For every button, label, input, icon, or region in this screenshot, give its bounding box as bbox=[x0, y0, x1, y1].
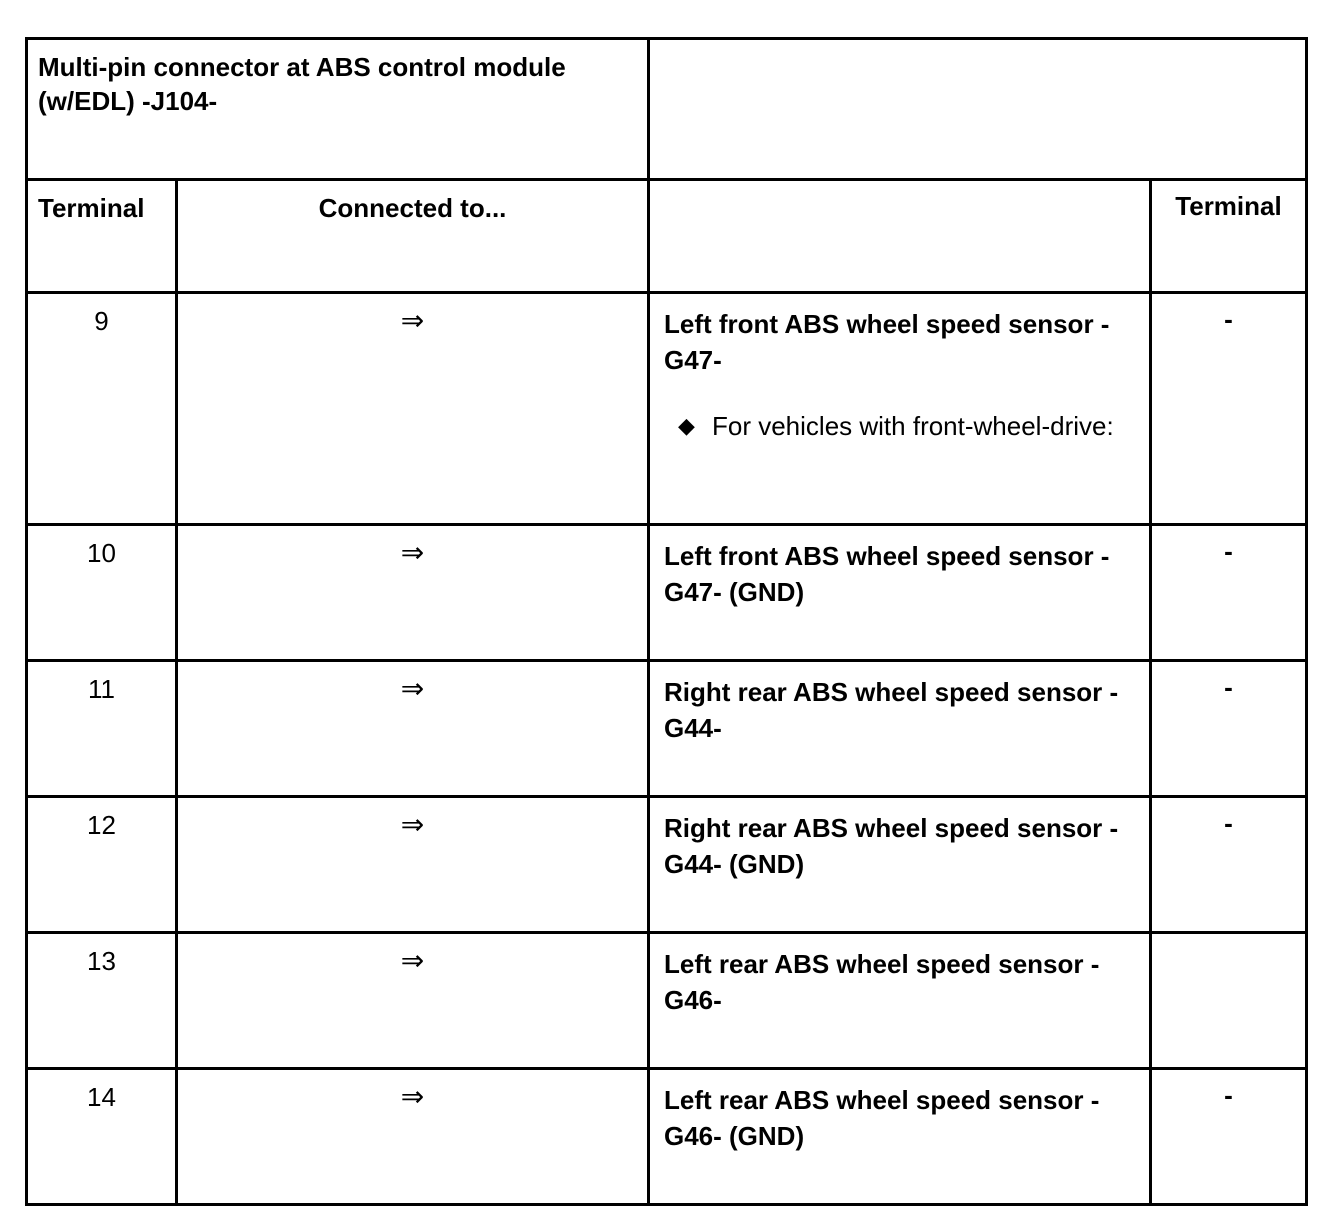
terminal-right-value: - bbox=[1151, 1069, 1307, 1205]
terminal-right-value bbox=[1151, 933, 1307, 1069]
header-terminal-right: Terminal bbox=[1151, 180, 1307, 293]
table-row bbox=[27, 293, 1307, 525]
table-title: Multi-pin connector at ABS control module (w/EDL) -J104- bbox=[27, 39, 649, 180]
diamond-bullet-icon: ◆ bbox=[678, 413, 695, 438]
double-arrow-icon: ⇒ bbox=[400, 673, 425, 704]
header-description bbox=[649, 180, 1151, 293]
table-row bbox=[27, 797, 1307, 933]
component-name: Right rear ABS wheel speed sensor -G44- bbox=[664, 677, 1119, 743]
terminal-right-value: - bbox=[1151, 797, 1307, 933]
terminal-number: 11 bbox=[27, 661, 177, 797]
component-name: Left front ABS wheel speed sensor -G47- (GND) bbox=[664, 541, 1110, 607]
component-description bbox=[649, 933, 1151, 1069]
double-arrow-icon: ⇒ bbox=[400, 809, 425, 840]
connected-arrow bbox=[177, 525, 649, 661]
terminal-number: 13 bbox=[27, 933, 177, 1069]
component-description bbox=[649, 525, 1151, 661]
connected-arrow bbox=[177, 933, 649, 1069]
double-arrow-icon: ⇒ bbox=[400, 305, 425, 336]
header-connected-to: Connected to... bbox=[177, 180, 649, 293]
terminal-number: 10 bbox=[27, 525, 177, 661]
component-description bbox=[649, 1069, 1151, 1205]
terminal-number: 14 bbox=[27, 1069, 177, 1205]
component-description bbox=[649, 661, 1151, 797]
component-name: Left rear ABS wheel speed sensor -G46- (GND) bbox=[664, 1085, 1100, 1151]
terminal-right-value: - bbox=[1151, 661, 1307, 797]
note-text: For vehicles with front-wheel-drive: bbox=[712, 411, 1114, 441]
terminal-right-value: - bbox=[1151, 293, 1307, 525]
title-row bbox=[27, 39, 1307, 180]
double-arrow-icon: ⇒ bbox=[400, 1081, 425, 1112]
component-name: Left rear ABS wheel speed sensor -G46- bbox=[664, 949, 1100, 1015]
connected-arrow bbox=[177, 661, 649, 797]
header-terminal-left: Terminal bbox=[27, 180, 177, 293]
terminal-number: 12 bbox=[27, 797, 177, 933]
table-row bbox=[27, 1069, 1307, 1205]
connected-arrow bbox=[177, 1069, 649, 1205]
component-description bbox=[649, 797, 1151, 933]
table-row bbox=[27, 525, 1307, 661]
component-name: Right rear ABS wheel speed sensor -G44- (GND) bbox=[664, 813, 1119, 879]
terminal-right-value: - bbox=[1151, 525, 1307, 661]
connected-arrow bbox=[177, 797, 649, 933]
terminal-number: 9 bbox=[27, 293, 177, 525]
component-description bbox=[649, 293, 1151, 525]
title-row-empty-cell bbox=[649, 39, 1307, 180]
table-row bbox=[27, 933, 1307, 1069]
connected-arrow bbox=[177, 293, 649, 525]
double-arrow-icon: ⇒ bbox=[400, 945, 425, 976]
connector-table bbox=[25, 37, 1308, 1206]
header-row bbox=[27, 180, 1307, 293]
double-arrow-icon: ⇒ bbox=[400, 537, 425, 568]
component-name: Left front ABS wheel speed sensor -G47- bbox=[664, 309, 1110, 375]
table-row bbox=[27, 661, 1307, 797]
component-note bbox=[664, 408, 1141, 444]
